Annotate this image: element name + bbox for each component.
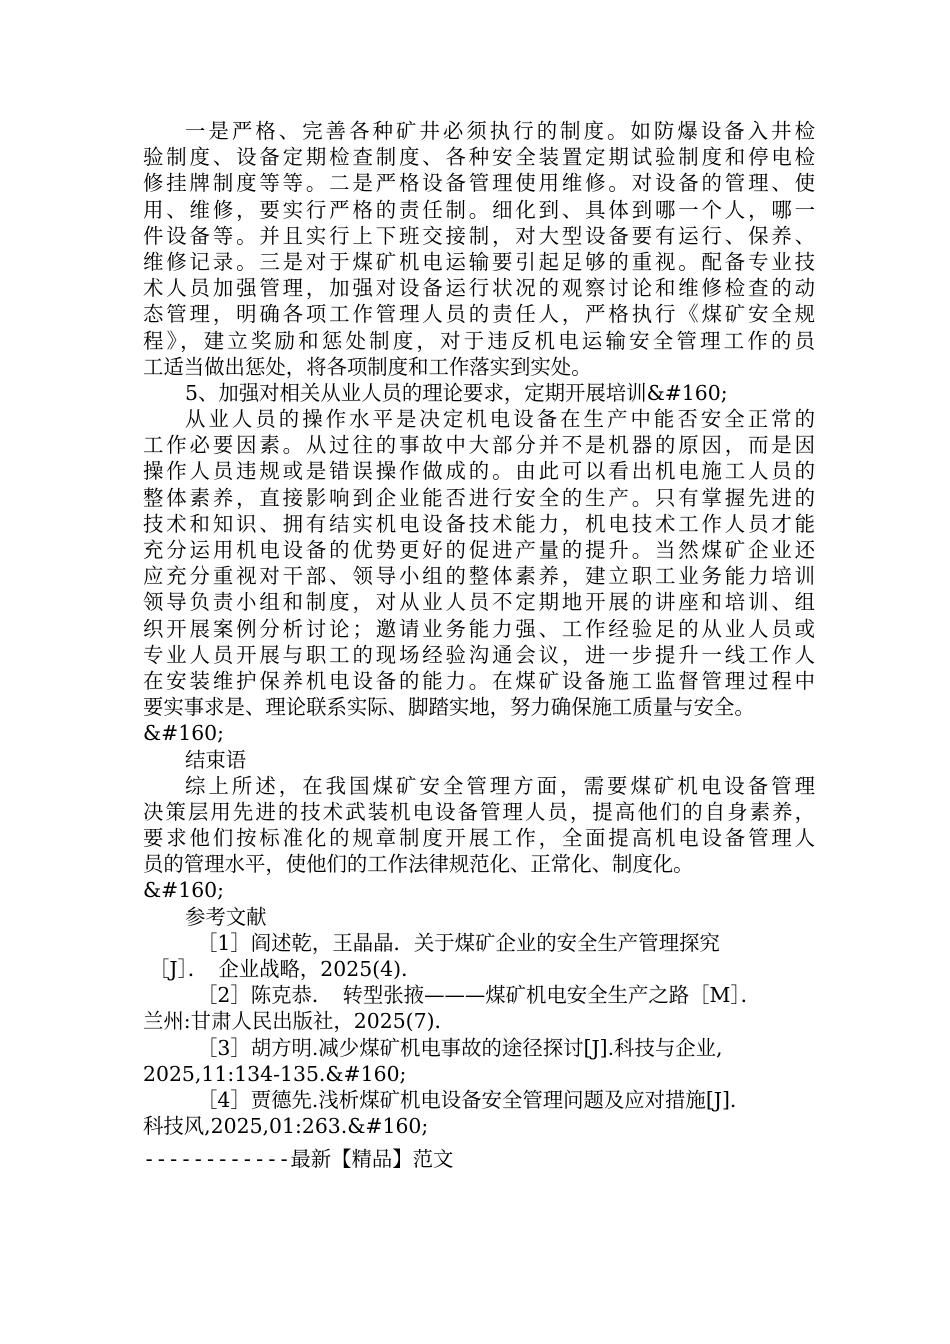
text-line: 术人员加强管理，加强对设备运行状况的观察讨论和维修检查的动 — [143, 276, 815, 301]
text-line: &#160; — [143, 878, 225, 903]
text-line: 程》，建立奖励和惩处制度，对于违反机电运输安全管理工作的员 — [143, 328, 815, 353]
text-line: 件设备等。并且实行上下班交接制，对大型设备要有运行、保养、 — [143, 223, 815, 248]
text-line: ［3］胡方明.减少煤矿机电事故的途径探讨[J].科技与企业, — [197, 1035, 723, 1060]
text-line: 技术和知识、拥有结实机电设备技术能力，机电技术工作人员才能 — [143, 511, 815, 536]
text-line: 要实事求是、理论联系实际、脚踏实地，努力确保施工质量与安全。 — [143, 695, 755, 720]
text-line: 充分运用机电设备的优势更好的促进产量的提升。当然煤矿企业还 — [143, 538, 815, 562]
text-line: 修挂牌制度等等。二是严格设备管理使用维修。对设备的管理、使 — [143, 171, 815, 196]
text-line: 参考文献 — [185, 904, 267, 929]
text-line: ［1］阎述乾，王晶晶．关于煤矿企业的安全生产管理探究 — [197, 930, 720, 955]
text-line: 专业人员开展与职工的现场经验沟通会议，进一步提升一线工作人 — [143, 642, 815, 667]
text-line: 用、维修，要实行严格的责任制。细化到、具体到哪一个人，哪一 — [143, 197, 815, 222]
text-line: 维修记录。三是对于煤矿机电运输要引起足够的重视。配备专业技 — [143, 249, 815, 274]
text-line: 员的管理水平，使他们的工作法律规范化、正常化、制度化。 — [143, 852, 694, 877]
text-line: ［J］． 企业战略，2025(4)． — [149, 957, 422, 981]
text-line: 应充分重视对干部、领导小组的整体素养，建立职工业务能力培训 — [143, 564, 815, 589]
text-line: 一是严格、完善各种矿井必须执行的制度。如防爆设备入井检 — [185, 119, 815, 143]
text-line: 结束语 — [185, 747, 247, 772]
text-line: 综上所述，在我国煤矿安全管理方面，需要煤矿机电设备管理 — [185, 773, 815, 798]
text-line: 决策层用先进的技术武装机电设备管理人员，提高他们的自身素养， — [143, 799, 815, 824]
page-footer: ------------最新【精品】范文 — [143, 1147, 454, 1171]
text-line: 工作必要因素。从过往的事故中大部分并不是机器的原因，而是因 — [143, 433, 815, 458]
text-line: 操作人员违规或是错误操作做成的。由此可以看出机电施工人员的 — [143, 459, 815, 484]
text-line: 科技风,2025,01:263.&#160; — [143, 1114, 429, 1139]
text-line: 5、加强对相关从业人员的理论要求，定期开展培训&#160; — [185, 380, 728, 405]
text-line: 兰州:甘肃人民出版社，2025(7)． — [143, 1009, 455, 1034]
text-line: 2025,11:134-135.&#160; — [143, 1061, 407, 1086]
text-line: ［4］贾德先.浅析煤矿机电设备安全管理问题及应对措施[J]. — [197, 1087, 737, 1112]
text-line: 验制度、设备定期检查制度、各种安全装置定期试验制度和停电检 — [143, 145, 815, 170]
text-line: 织开展案例分析讨论；邀请业务能力强、工作经验足的从业人员或 — [143, 616, 815, 641]
text-line: ［2］陈克恭． 转型张掖———煤矿机电安全生产之路［M］． — [197, 983, 761, 1008]
text-line: 态管理，明确各项工作管理人员的责任人，严格执行《煤矿安全规 — [143, 302, 815, 327]
text-line: 在安装维护保养机电设备的能力。在煤矿设备施工监督管理过程中 — [143, 668, 815, 693]
document-body — [143, 118, 815, 1139]
text-line: &#160; — [143, 721, 225, 746]
text-line: 整体素养，直接影响到企业能否进行安全的生产。只有掌握先进的 — [143, 485, 815, 510]
text-line: 要求他们按标准化的规章制度开展工作，全面提高机电设备管理人 — [143, 826, 815, 851]
text-line: 从业人员的操作水平是决定机电设备在生产中能否安全正常的 — [185, 407, 815, 432]
text-line: 领导负责小组和制度，对从业人员不定期地开展的讲座和培训、组 — [143, 590, 815, 615]
text-line: 工适当做出惩处，将各项制度和工作落实到实处。 — [143, 354, 592, 379]
